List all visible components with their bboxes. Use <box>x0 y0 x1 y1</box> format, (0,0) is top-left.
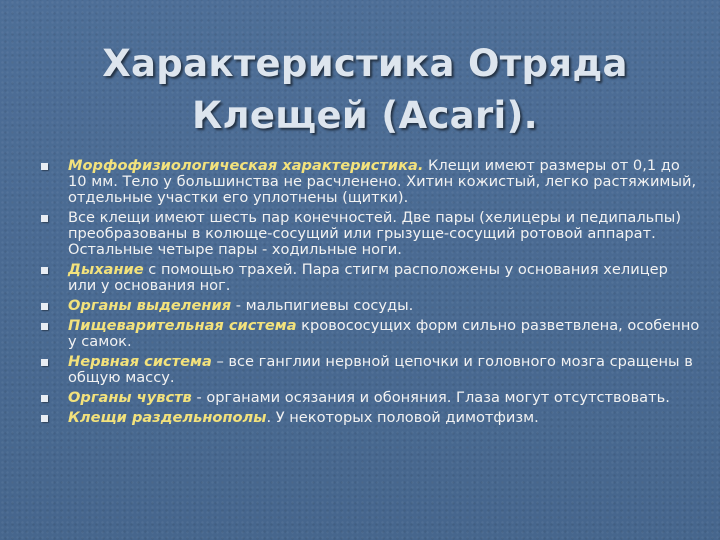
square-bullet-icon <box>41 215 48 222</box>
slide-title-line-1: Характеристика Отряда <box>102 42 628 85</box>
bullet-term: Клещи раздельнополы <box>68 409 267 426</box>
bullet-term: Органы выделения <box>68 297 232 314</box>
slide-title-line-2: Клещей (Acari). <box>191 94 539 137</box>
square-bullet-icon <box>41 303 48 310</box>
square-bullet-icon <box>41 395 48 402</box>
bullet-text: с помощью трахей. Пара стигм расположены у основания хелицер или у основания ног. <box>68 261 668 294</box>
slide-title <box>40 38 690 142</box>
bullet-term: Дыхание <box>68 261 144 278</box>
square-bullet-icon <box>41 323 48 330</box>
bullet-text: - мальпигиевы сосуды. <box>231 297 414 314</box>
bullet-item-excretion <box>40 298 700 314</box>
bullet-text: - органами осязания и обоняния. Глаза могут отсутствовать. <box>191 389 670 406</box>
square-bullet-icon <box>41 415 48 422</box>
bullet-text: – все ганглии нервной цепочки и головного мозга сращены в общую массу. <box>68 353 693 386</box>
bullet-item-reproduction <box>40 410 700 426</box>
bullet-term: Органы чувств <box>68 389 192 406</box>
bullet-text: Клещи имеют размеры от 0,1 до 10 мм. Тело у большинства не расчленено. Хитин кожистый, легко растяжимый, отдельные участки его уплотнены (щитки). <box>68 157 697 206</box>
bullet-item-limbs <box>40 210 700 258</box>
bullet-item-morphophysiology <box>40 158 700 206</box>
bullet-text: . У некоторых половой димотфизм. <box>266 409 539 426</box>
bullet-term: Пищеварительная система <box>68 317 297 334</box>
bullet-item-sense-organs <box>40 390 700 406</box>
square-bullet-icon <box>41 163 48 170</box>
bullet-text: кровососущих форм сильно разветвлена, особенно у самок. <box>68 317 700 350</box>
bullet-item-digestion <box>40 318 700 350</box>
bullet-term: Нервная система <box>68 353 212 370</box>
bullet-item-respiration <box>40 262 700 294</box>
bullet-list <box>40 158 700 430</box>
bullet-item-nervous-system <box>40 354 700 386</box>
bullet-term: Морфофизиологическая характеристика. <box>68 157 424 174</box>
bullet-text: Все клещи имеют шесть пар конечностей. Две пары (хелицеры и педипальпы) преобразованы в колюще-сосущий или грызуще-сосущий ротовой аппарат. Остальные четыре пары - ходильные ноги. <box>68 209 682 258</box>
square-bullet-icon <box>41 267 48 274</box>
square-bullet-icon <box>41 359 48 366</box>
